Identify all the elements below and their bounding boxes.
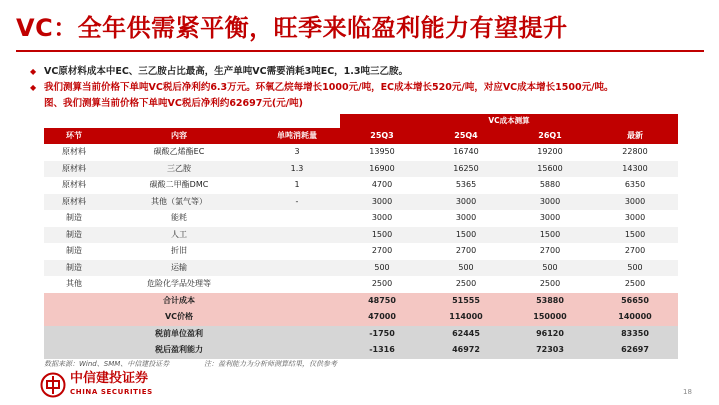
figure-caption: 图、我们测算当前价格下单吨VC税后净利约62697元(元/吨) [44, 98, 304, 109]
header-26q1: 26Q1 [508, 128, 592, 144]
cell-26q1: 150000 [508, 309, 592, 326]
table-row [44, 293, 678, 310]
page-number: 18 [683, 388, 692, 396]
cell-25q3: 47000 [340, 309, 424, 326]
bullet-point-1 [30, 65, 409, 78]
cell-stage [44, 293, 104, 310]
cell-25q3: -1316 [340, 342, 424, 359]
cell-stage: 制造 [44, 243, 104, 260]
cell-25q3: 2700 [340, 243, 424, 260]
cost-table-container [44, 114, 678, 359]
cell-stage: 原材料 [44, 161, 104, 178]
bullet-text-2: 我们测算当前价格下单吨VC税后净利约6.3万元。环氧乙烷每增长1000元/吨，EC成本增长520元/吨，对应VC成本增长1500元/吨。 [44, 82, 614, 93]
cell-latest: 62697 [592, 342, 678, 359]
bullet-point-2 [30, 81, 614, 94]
title-divider [16, 50, 704, 52]
cell-26q1: 3000 [508, 194, 592, 211]
table-row [44, 210, 678, 227]
cell-25q3: 4700 [340, 177, 424, 194]
header-25q3: 25Q3 [340, 128, 424, 144]
company-logo [40, 371, 190, 399]
vc-cost-table [44, 128, 678, 359]
cell-latest: 2700 [592, 243, 678, 260]
cell-25q4: 46972 [424, 342, 508, 359]
cell-26q1: 19200 [508, 144, 592, 161]
cell-latest: 14300 [592, 161, 678, 178]
bullet-text-1: VC原材料成本中EC、三乙胺占比最高，生产单吨VC需要消耗3吨EC，1.3吨三乙胺。 [44, 66, 409, 77]
cell-25q3: 500 [340, 260, 424, 277]
logo-english-name: CHINA SECURITIES [70, 388, 153, 396]
header-latest: 最新 [592, 128, 678, 144]
table-row [44, 227, 678, 244]
cell-consumption [254, 326, 340, 343]
cell-latest: 56650 [592, 293, 678, 310]
cell-stage [44, 326, 104, 343]
cell-content: 碳酸乙烯酯EC [104, 144, 254, 161]
cell-consumption [254, 309, 340, 326]
cell-content: 折旧 [104, 243, 254, 260]
cell-25q3: 1500 [340, 227, 424, 244]
cell-25q4: 114000 [424, 309, 508, 326]
cell-content: 其他（氯气等） [104, 194, 254, 211]
table-row [44, 276, 678, 293]
cell-consumption: 3 [254, 144, 340, 161]
header-content: 内容 [104, 128, 254, 144]
table-body [44, 144, 678, 359]
logo-chinese-name: 中信建投证券 [70, 371, 149, 386]
cell-latest: 22800 [592, 144, 678, 161]
cell-consumption: 1 [254, 177, 340, 194]
remark-note: 注：盈利能力为分析师测算结果，仅供参考 [204, 360, 337, 368]
cell-latest: 500 [592, 260, 678, 277]
cell-content: 税前单位盈利 [104, 326, 254, 343]
cell-consumption [254, 276, 340, 293]
table-row [44, 326, 678, 343]
cell-25q3: 2500 [340, 276, 424, 293]
cell-25q3: -1750 [340, 326, 424, 343]
cell-consumption [254, 342, 340, 359]
cell-26q1: 500 [508, 260, 592, 277]
cell-content: 能耗 [104, 210, 254, 227]
cell-consumption: - [254, 194, 340, 211]
cell-consumption [254, 210, 340, 227]
cell-26q1: 2700 [508, 243, 592, 260]
cell-content: 危险化学品处理等 [104, 276, 254, 293]
cell-content: 合计成本 [104, 293, 254, 310]
table-banner: VC成本测算 [340, 114, 678, 128]
cell-stage: 原材料 [44, 177, 104, 194]
header-consumption: 单吨消耗量 [254, 128, 340, 144]
cell-stage [44, 342, 104, 359]
cell-25q3: 16900 [340, 161, 424, 178]
cell-25q4: 5365 [424, 177, 508, 194]
cell-content: 税后盈利能力 [104, 342, 254, 359]
header-stage: 环节 [44, 128, 104, 144]
cell-content: 运输 [104, 260, 254, 277]
cell-stage: 制造 [44, 210, 104, 227]
cell-stage: 原材料 [44, 194, 104, 211]
cell-latest: 2500 [592, 276, 678, 293]
cell-26q1: 5880 [508, 177, 592, 194]
table-row [44, 309, 678, 326]
table-row [44, 177, 678, 194]
cell-25q4: 3000 [424, 210, 508, 227]
cell-25q4: 2500 [424, 276, 508, 293]
cell-25q4: 62445 [424, 326, 508, 343]
page-title: VC：全年供需紧平衡，旺季来临盈利能力有望提升 [16, 14, 568, 42]
cell-content: 人工 [104, 227, 254, 244]
cell-latest: 6350 [592, 177, 678, 194]
cell-latest: 83350 [592, 326, 678, 343]
cell-stage: 其他 [44, 276, 104, 293]
cell-25q4: 16740 [424, 144, 508, 161]
cell-26q1: 15600 [508, 161, 592, 178]
table-row [44, 342, 678, 359]
cell-25q4: 2700 [424, 243, 508, 260]
data-source-note: 数据来源：Wind、SMM、中信建投证券 [44, 360, 170, 368]
cell-25q3: 3000 [340, 210, 424, 227]
table-header-row [44, 128, 678, 144]
diamond-bullet-icon: ◆ [30, 67, 37, 76]
table-row [44, 243, 678, 260]
table-row [44, 194, 678, 211]
cell-25q3: 3000 [340, 194, 424, 211]
cell-stage: 制造 [44, 227, 104, 244]
cell-consumption [254, 293, 340, 310]
cell-26q1: 3000 [508, 210, 592, 227]
cell-content: 碳酸二甲酯DMC [104, 177, 254, 194]
cell-stage [44, 309, 104, 326]
cell-26q1: 1500 [508, 227, 592, 244]
table-row [44, 161, 678, 178]
cell-consumption: 1.3 [254, 161, 340, 178]
cell-consumption [254, 243, 340, 260]
cell-stage: 制造 [44, 260, 104, 277]
cell-25q4: 16250 [424, 161, 508, 178]
cell-latest: 1500 [592, 227, 678, 244]
cell-25q4: 500 [424, 260, 508, 277]
cell-content: VC价格 [104, 309, 254, 326]
cell-content: 三乙胺 [104, 161, 254, 178]
cell-consumption [254, 260, 340, 277]
cell-25q4: 51555 [424, 293, 508, 310]
cell-26q1: 2500 [508, 276, 592, 293]
cell-consumption [254, 227, 340, 244]
header-25q4: 25Q4 [424, 128, 508, 144]
cell-26q1: 96120 [508, 326, 592, 343]
china-securities-logo-icon [40, 372, 66, 398]
cell-26q1: 72303 [508, 342, 592, 359]
cell-25q3: 13950 [340, 144, 424, 161]
cell-latest: 3000 [592, 210, 678, 227]
cell-25q4: 1500 [424, 227, 508, 244]
cell-25q3: 48750 [340, 293, 424, 310]
diamond-bullet-icon: ◆ [30, 83, 37, 92]
cell-stage: 原材料 [44, 144, 104, 161]
table-row [44, 260, 678, 277]
cell-25q4: 3000 [424, 194, 508, 211]
cell-latest: 3000 [592, 194, 678, 211]
cell-26q1: 53880 [508, 293, 592, 310]
cell-latest: 140000 [592, 309, 678, 326]
table-row [44, 144, 678, 161]
